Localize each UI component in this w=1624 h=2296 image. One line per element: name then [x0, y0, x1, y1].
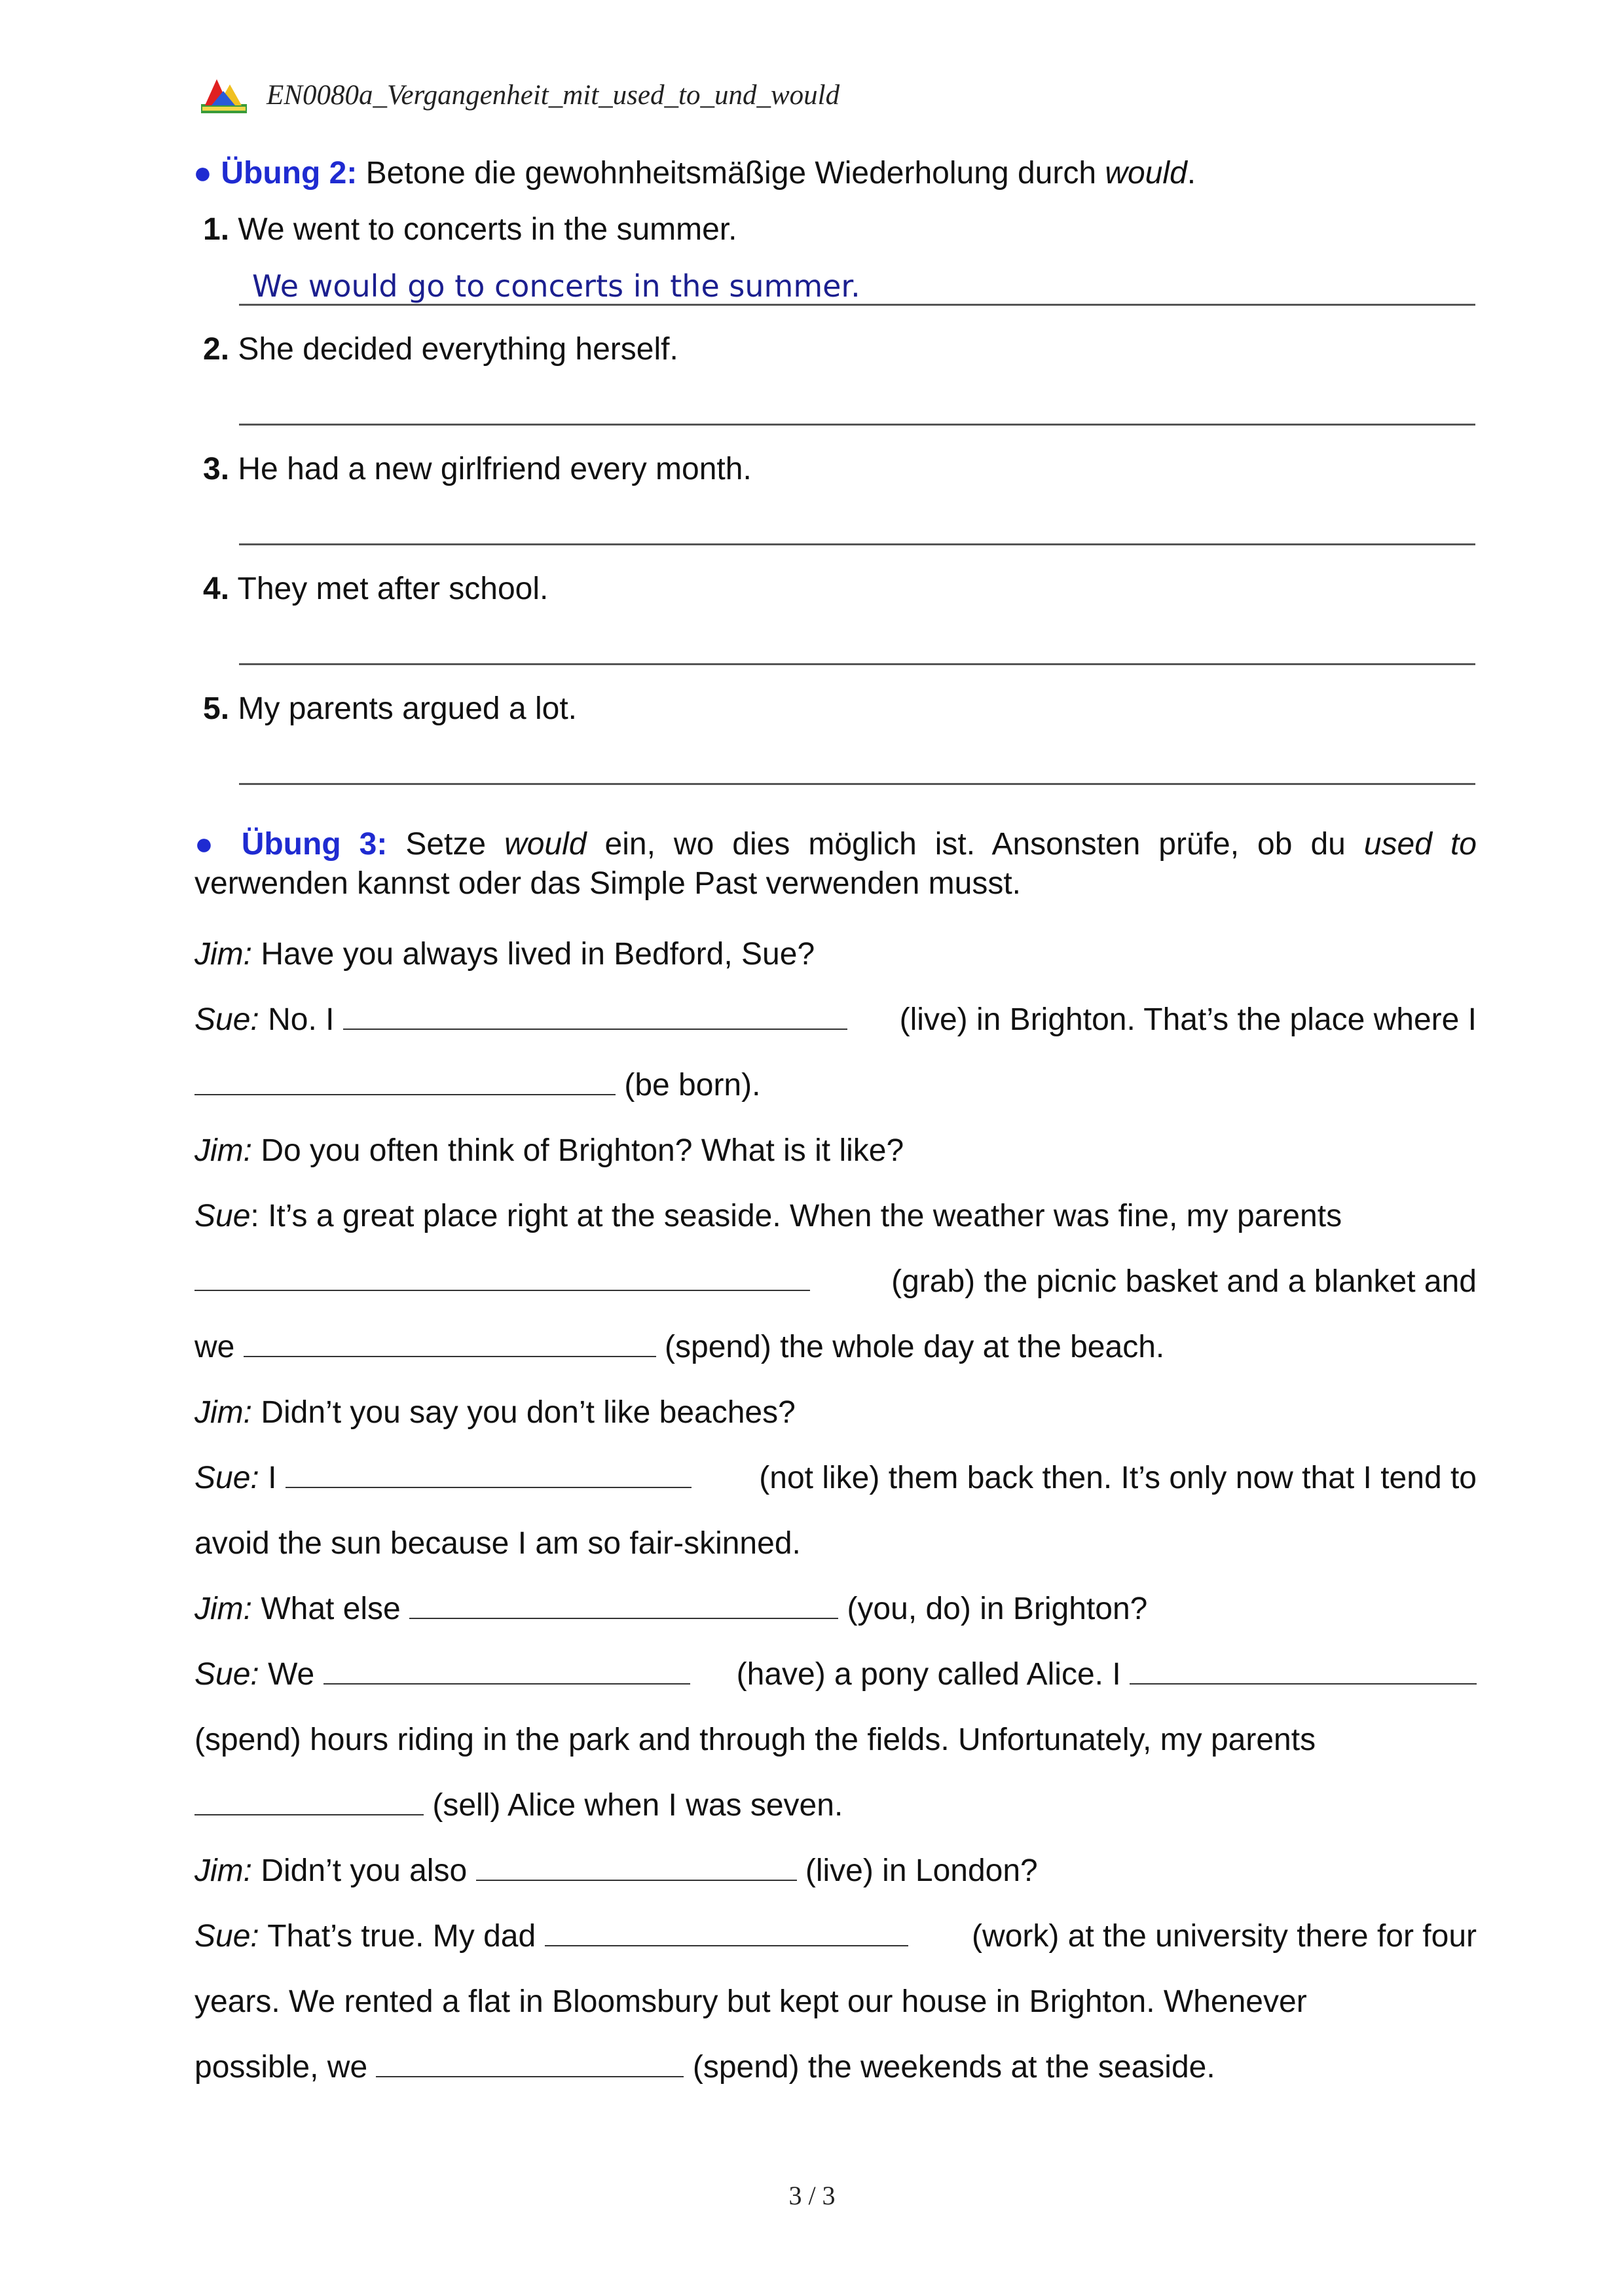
item-text: He had a new girlfriend every month.: [238, 452, 752, 486]
fill-blank[interactable]: [194, 1788, 424, 1815]
line-text: Didn’t you also: [251, 1853, 468, 1888]
line-text: We: [259, 1657, 315, 1692]
speaker-sue: Sue: [194, 1199, 251, 1233]
item-text: My parents argued a lot.: [238, 691, 577, 726]
exercise-2-item: [203, 211, 737, 247]
dialogue-line: [194, 1460, 1477, 1496]
bullet: ●: [194, 827, 223, 862]
answer-line[interactable]: [239, 304, 1475, 306]
answer-line[interactable]: [239, 663, 1475, 665]
item-number: 5.: [203, 691, 230, 726]
line-text: What else: [251, 1592, 401, 1626]
speaker-sue: Sue:: [194, 1002, 259, 1037]
dialogue-line: [194, 1198, 1477, 1234]
dialogue-line: [194, 1918, 1477, 1954]
answer-handwritten[interactable]: We would go to concerts in the summer.: [252, 268, 860, 304]
line-text: (grab) the picnic basket and a blanket and: [891, 1264, 1477, 1299]
logo-icon: [200, 75, 248, 115]
dialogue-line: [194, 1133, 1477, 1169]
dialogue-line: [194, 1984, 1477, 2020]
dialogue-line: [194, 1853, 1477, 1889]
item-number: 1.: [203, 212, 230, 247]
exercise-2-title: Übung 2:: [221, 156, 358, 191]
line-text: avoid the sun because I am so fair-skinned.: [194, 1526, 801, 1561]
line-text: possible, we: [194, 2050, 368, 2085]
item-text: She decided everything herself.: [238, 332, 678, 367]
line-text: Do you often think of Brighton? What is it like?: [251, 1133, 904, 1168]
instruction-text: verwenden kannst oder das Simple Past verwenden musst.: [194, 866, 1021, 901]
speaker-sue: Sue:: [194, 1461, 259, 1495]
dialogue-line: [194, 2049, 1477, 2085]
line-text: That’s true. My dad: [259, 1919, 536, 1954]
line-text: (sell) Alice when I was seven.: [432, 1788, 843, 1823]
dialogue-line: [194, 1264, 1477, 1300]
page-number: 3 / 3: [788, 2181, 836, 2210]
exercise-3-title: Übung 3:: [241, 827, 388, 862]
speaker-jim: Jim:: [194, 937, 252, 972]
line-text: Didn’t you say you don’t like beaches?: [251, 1395, 796, 1430]
fill-blank[interactable]: [1130, 1657, 1477, 1685]
answer-line[interactable]: [239, 783, 1475, 785]
speaker-jim: Jim:: [194, 1592, 252, 1626]
fill-blank[interactable]: [376, 2050, 684, 2077]
exercise-2-instruction-end: .: [1187, 156, 1196, 191]
fill-blank[interactable]: [323, 1657, 690, 1685]
line-text: (work) at the university there for four: [972, 1919, 1477, 1954]
fill-blank[interactable]: [244, 1330, 656, 1357]
line-text: (live) in London?: [805, 1853, 1038, 1888]
item-text: They met after school.: [237, 572, 549, 606]
page-header: [200, 69, 840, 121]
item-number: 3.: [203, 452, 230, 486]
answer-line[interactable]: [239, 424, 1475, 426]
line-text: (spend) the whole day at the beach.: [665, 1330, 1165, 1364]
bullet: ●: [193, 156, 212, 191]
speaker-jim: Jim:: [194, 1133, 252, 1168]
dialogue-line: [194, 1002, 1477, 1038]
line-text: (be born).: [624, 1068, 761, 1102]
exercise-2-item: [203, 571, 548, 607]
exercise-2-heading: [193, 154, 1196, 193]
line-text: No. I: [259, 1002, 335, 1037]
line-text: (spend) hours riding in the park and through the fields. Unfortunately, my parents: [194, 1722, 1316, 1757]
fill-blank[interactable]: [194, 1068, 616, 1095]
instruction-em: used to: [1363, 827, 1477, 862]
exercise-2-instruction: Betone die gewohnheitsmäßige Wiederholung durch: [357, 156, 1105, 191]
exercise-2-item: [203, 691, 577, 727]
fill-blank[interactable]: [286, 1461, 692, 1488]
instruction-text: ein, wo dies möglich ist. Ansonsten prüfe, ob du: [586, 827, 1364, 862]
exercise-3-heading: [194, 825, 1477, 903]
dialogue-line: [194, 1787, 1477, 1823]
line-text: (not like) them back then. It’s only now that I tend to: [759, 1461, 1477, 1495]
line-text: (live) in Brighton. That’s the place where I: [899, 1002, 1477, 1037]
speaker-jim: Jim:: [194, 1853, 252, 1888]
item-text: We went to concerts in the summer.: [238, 212, 737, 247]
speaker-jim: Jim:: [194, 1395, 252, 1430]
dialogue-line: [194, 1067, 1477, 1103]
line-text: years. We rented a flat in Bloomsbury but kept our house in Brighton. Whenever: [194, 1984, 1307, 2019]
line-text: (you, do) in Brighton?: [847, 1592, 1148, 1626]
answer-line[interactable]: [239, 543, 1475, 545]
instruction-em: would: [504, 827, 587, 862]
item-number: 2.: [203, 332, 230, 367]
speaker-sue: Sue:: [194, 1919, 259, 1954]
dialogue-line: [194, 936, 1477, 972]
exercise-2-instruction-em: would: [1105, 156, 1187, 191]
dialogue-line: [194, 1329, 1477, 1365]
dialogue-line: [194, 1591, 1477, 1627]
fill-blank[interactable]: [194, 1264, 810, 1291]
line-text: I: [259, 1461, 277, 1495]
fill-blank[interactable]: [476, 1853, 797, 1881]
line-text: Have you always lived in Bedford, Sue?: [251, 937, 815, 972]
item-number: 4.: [203, 572, 230, 606]
dialogue-line: [194, 1656, 1477, 1692]
fill-blank[interactable]: [343, 1002, 847, 1030]
exercise-2-item: [203, 331, 678, 367]
document-title: EN0080a_Vergangenheit_mit_used_to_und_would: [267, 79, 840, 111]
dialogue-line: [194, 1722, 1477, 1758]
exercise-2-item: [203, 451, 752, 487]
line-text: (spend) the weekends at the seaside.: [692, 2050, 1215, 2085]
instruction-text: Setze: [387, 827, 505, 862]
line-text: : It’s a great place right at the seaside. When the weather was fine, my parents: [250, 1199, 1342, 1233]
fill-blank[interactable]: [409, 1592, 838, 1619]
dialogue-line: [194, 1525, 1477, 1561]
fill-blank[interactable]: [545, 1919, 908, 1946]
dialogue-line: [194, 1394, 1477, 1430]
speaker-sue: Sue:: [194, 1657, 259, 1692]
line-text: we: [194, 1330, 235, 1364]
line-text: (have) a pony called Alice. I: [736, 1657, 1121, 1692]
